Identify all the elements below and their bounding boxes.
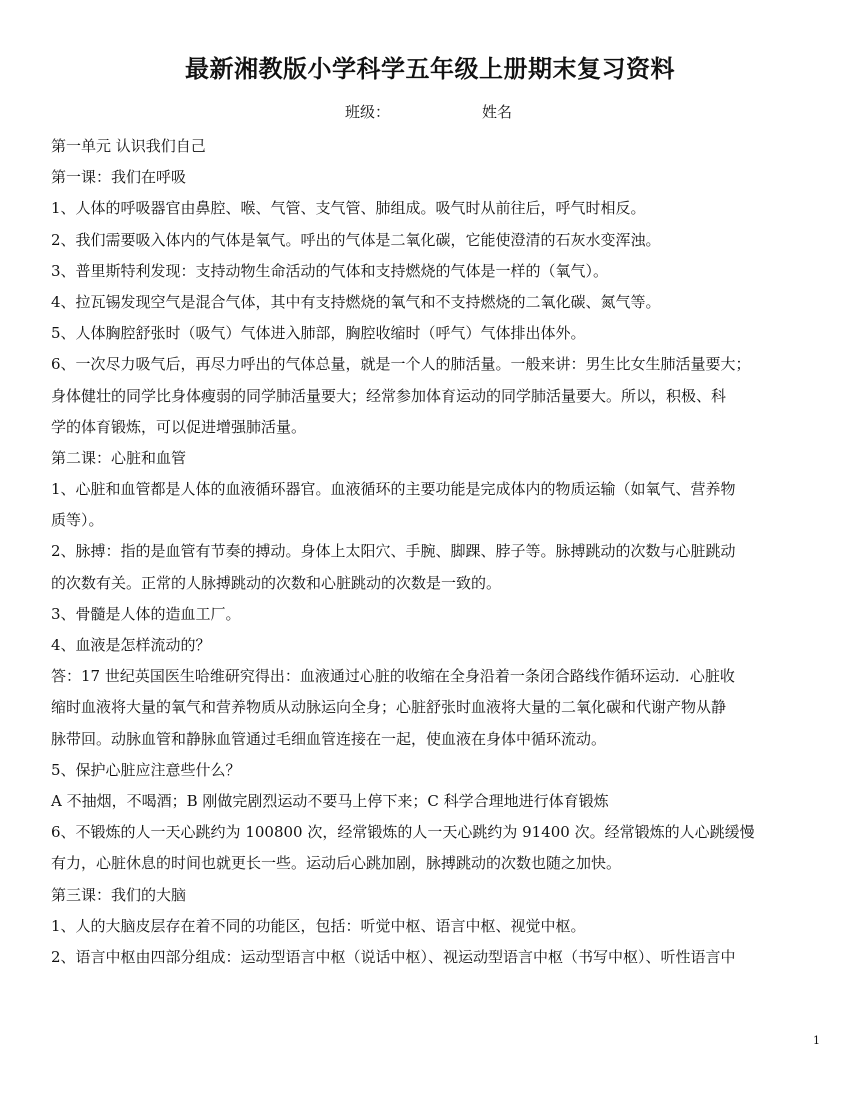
text-line: 6、一次尽力吸气后，再尽力呼出的气体总量，就是一个人的肺活量。一般来讲：男生比女生肺活量要大； — [51, 355, 751, 374]
text-line: 身体健壮的同学比身体瘦弱的同学肺活量要大；经常参加体育运动的同学肺活量要大。所以，积极、科 — [51, 386, 727, 405]
lesson-heading: 第三课：我们的大脑 — [51, 885, 187, 904]
lesson-heading: 第一课：我们在呼吸 — [51, 168, 187, 187]
text-line: 答：17 世纪英国医生哈维研究得出：血液通过心脏的收缩在全身沿着一条闭合路线作循环运动．心脏收 — [51, 667, 735, 686]
name-label: 姓名 — [482, 103, 513, 121]
class-label: 班级： — [345, 103, 391, 121]
text-line: 4、血液是怎样流动的？ — [51, 636, 211, 654]
unit-heading: 第一单元 认识我们自己 — [51, 137, 206, 155]
text-line: 有力，心脏休息的时间也就更长一些。运动后心跳加剧，脉搏跳动的次数也随之加快。 — [51, 854, 622, 873]
lesson-heading: 第二课：心脏和血管 — [51, 448, 187, 467]
text-line: A 不抽烟，不喝酒；B 刚做完剧烈运动不要马上停下来；C 科学合理地进行体育锻炼 — [51, 791, 609, 810]
text-line: 3、骨髓是人体的造血工厂。 — [51, 604, 241, 623]
text-line: 的次数有关。正常的人脉搏跳动的次数和心脏跳动的次数是一致的。 — [51, 573, 502, 592]
text-line: 2、脉搏：指的是血管有节奏的搏动。身体上太阳穴、手腕、脚踝、脖子等。脉搏跳动的次数与心脏跳动 — [51, 542, 736, 561]
document-body — [51, 131, 811, 973]
text-line: 缩时血液将大量的氧气和营养物质从动脉运向全身；心脏舒张时血液将大量的二氧化碳和代谢产物从静 — [51, 698, 727, 717]
text-line: 6、不锻炼的人一天心跳约为 100800 次，经常锻炼的人一天心跳约为 91400 次。经常锻炼的人心跳缓慢 — [51, 823, 755, 842]
text-line: 4、拉瓦锡发现空气是混合气体，其中有支持燃烧的氧气和不支持燃烧的二氧化碳、氮气等。 — [51, 292, 661, 311]
text-line: 1、人体的呼吸器官由鼻腔、喉、气管、支气管、肺组成。吸气时从前往后，呼气时相反。 — [51, 199, 646, 218]
text-line: 学的体育锻炼，可以促进增强肺活量。 — [51, 417, 307, 436]
text-line: 脉带回。动脉血管和静脉血管通过毛细血管连接在一起，使血液在身体中循环流动。 — [51, 729, 607, 748]
document-title: 最新湘教版小学科学五年级上册期末复习资料 — [185, 55, 675, 83]
text-line: 2、我们需要吸入体内的气体是氧气。呼出的气体是二氧化碳，它能使澄清的石灰水变浑浊。 — [51, 230, 661, 249]
text-line: 5、人体胸腔舒张时（吸气）气体进入肺部，胸腔收缩时（呼气）气体排出体外。 — [51, 324, 586, 343]
text-line: 2、语言中枢由四部分组成：运动型语言中枢（说话中枢）、视运动型语言中枢（书写中枢）、听性语言中 — [51, 947, 736, 966]
text-line: 质等）。 — [51, 511, 104, 530]
text-line: 5、保护心脏应注意些什么？ — [51, 760, 241, 779]
class-name-line — [0, 99, 860, 125]
text-line: 1、人的大脑皮层存在着不同的功能区，包括：听觉中枢、语言中枢、视觉中枢。 — [51, 916, 586, 935]
text-line: 1、心脏和血管都是人体的血液循环器官。血液循环的主要功能是完成体内的物质运输（如氧气、营养物 — [51, 480, 736, 499]
page-number: 1 — [813, 1034, 820, 1047]
text-line: 3、普里斯特利发现：支持动物生命活动的气体和支持燃烧的气体是一样的（氧气）。 — [51, 261, 609, 280]
